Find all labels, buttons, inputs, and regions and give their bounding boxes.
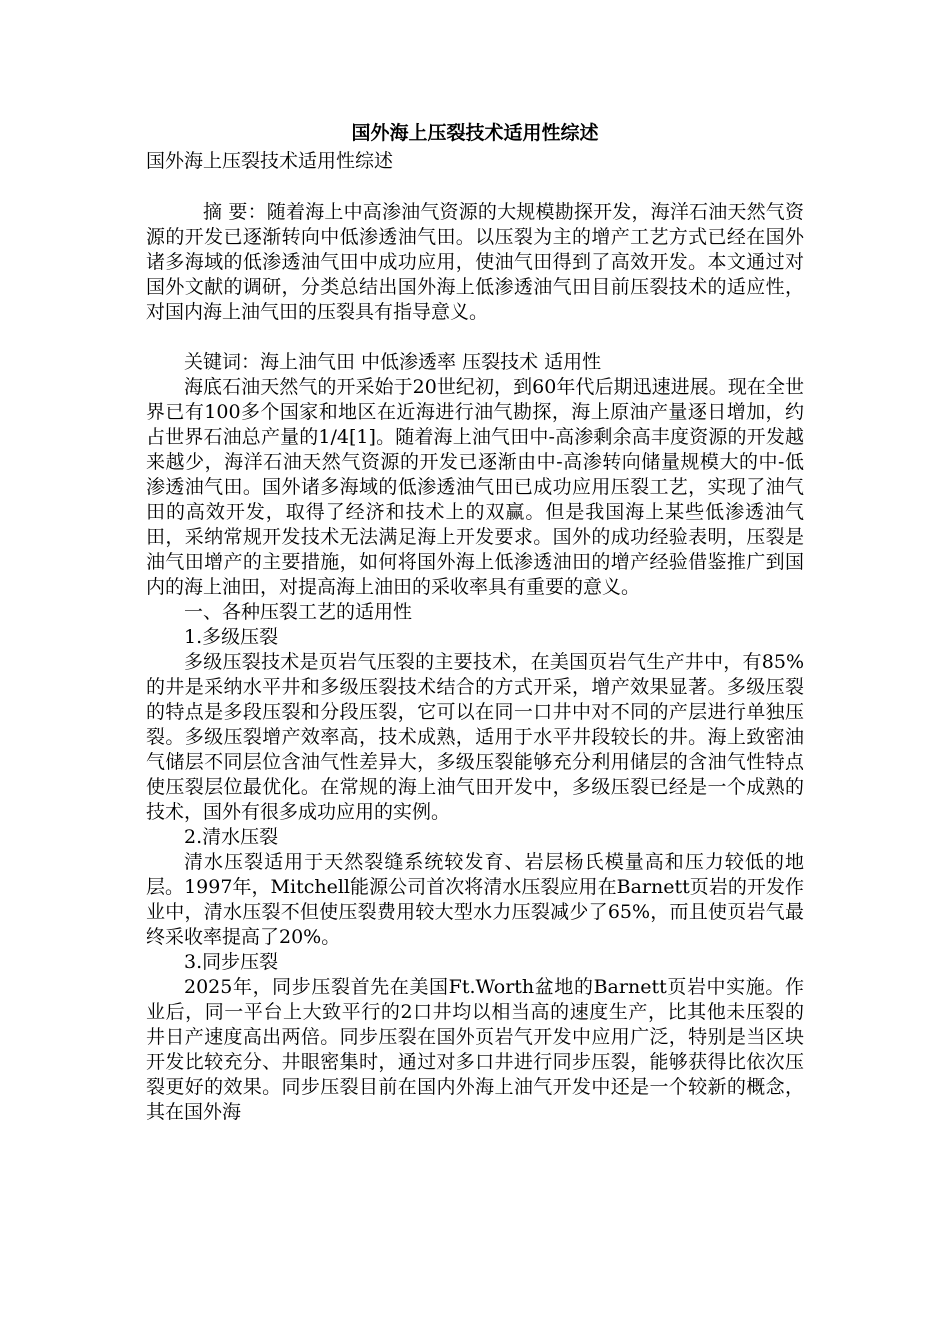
document-title: 国外海上压裂技术适用性综述 [351,122,599,144]
document-page [146,118,804,1125]
section-1-heading: 一、各种压裂工艺的适用性 [184,601,413,623]
document-subtitle: 国外海上压裂技术适用性综述 [146,150,394,172]
intro-paragraph: 海底石油天然气的开采始于20世纪初，到60年代后期迅速进展。现在全世界已有100多个国家和地区在近海进行油气勘探，海上原油产量逐日增加，约占世界石油总产量的1/4[1]。随着海上油气田中-高渗剩余高丰度资源的开发越来越少，海洋石油天然气资源的开发已逐渐由中-高渗转向储量规模大的中-低渗透油气田。国外诸多海域的低渗透油气田已成功应用压裂工艺，实现了油气田的高效开发，取得了经济和技术上的双赢。但是我国海上某些低渗透油气田，采纳常规开发技术无法满足海上开发要求。国外的成功经验表明，压裂是油气田增产的主要措施，如何将国外海上低渗透油田的增产经验借鉴推广到国内的海上油田，对提高海上油田的采收率具有重要的意义。 [146,376,804,598]
subsection-3-paragraph: 2025年，同步压裂首先在美国Ft.Worth盆地的Barnett页岩中实施。作业后，同一平台上大致平行的2口井均以相当高的速度生产，比其他未压裂的井日产速度高出两倍。同步压裂在国外页岩气开发中应用广泛，特别是当区块开发比较充分、井眼密集时，通过对多口井进行同步压裂，能够获得比依次压裂更好的效果。同步压裂目前在国内外海上油气开发中还是一个较新的概念，其在国外海 [146,976,804,1123]
abstract-paragraph: 摘 要：随着海上中高渗油气资源的大规模勘探开发，海洋石油天然气资源的开发已逐渐转向中低渗透油气田。以压裂为主的增产工艺方式已经在国外诸多海域的低渗透油气田中成功应用，使油气田得到了高效开发。本文通过对国外文献的调研，分类总结出国外海上低渗透油气田目前压裂技术的适应性，对国内海上油气田的压裂具有指导意义。 [146,201,804,323]
subsection-1-paragraph: 多级压裂技术是页岩气压裂的主要技术，在美国页岩气生产井中，有85%的井是采纳水平井和多级压裂技术结合的方式开采，增产效果显著。多级压裂的特点是多段压裂和分段压裂，它可以在同一口井中对不同的产层进行单独压裂。多级压裂增产效率高，技术成熟，适用于水平井段较长的井。海上致密油气储层不同层位含油气性差异大，多级压裂能够充分利用储层的含油气性特点使压裂层位最优化。在常规的海上油气田开发中，多级压裂已经是一个成熟的技术，国外有很多成功应用的实例。 [146,651,804,823]
subsection-2-heading: 2.清水压裂 [184,826,279,848]
subsection-3-heading: 3.同步压裂 [184,951,279,973]
subsection-2-paragraph: 清水压裂适用于天然裂缝系统较发育、岩层杨氏模量高和压力较低的地层。1997年，Mitchell能源公司首次将清水压裂应用在Barnett页岩的开发作业中，清水压裂不但使压裂费用较大型水力压裂减少了65%，而且使页岩气最终采收率提高了20%。 [146,851,804,948]
keywords-line: 关键词：海上油气田 中低渗透率 压裂技术 适用性 [184,351,602,373]
subsection-1-heading: 1.多级压裂 [184,626,279,648]
